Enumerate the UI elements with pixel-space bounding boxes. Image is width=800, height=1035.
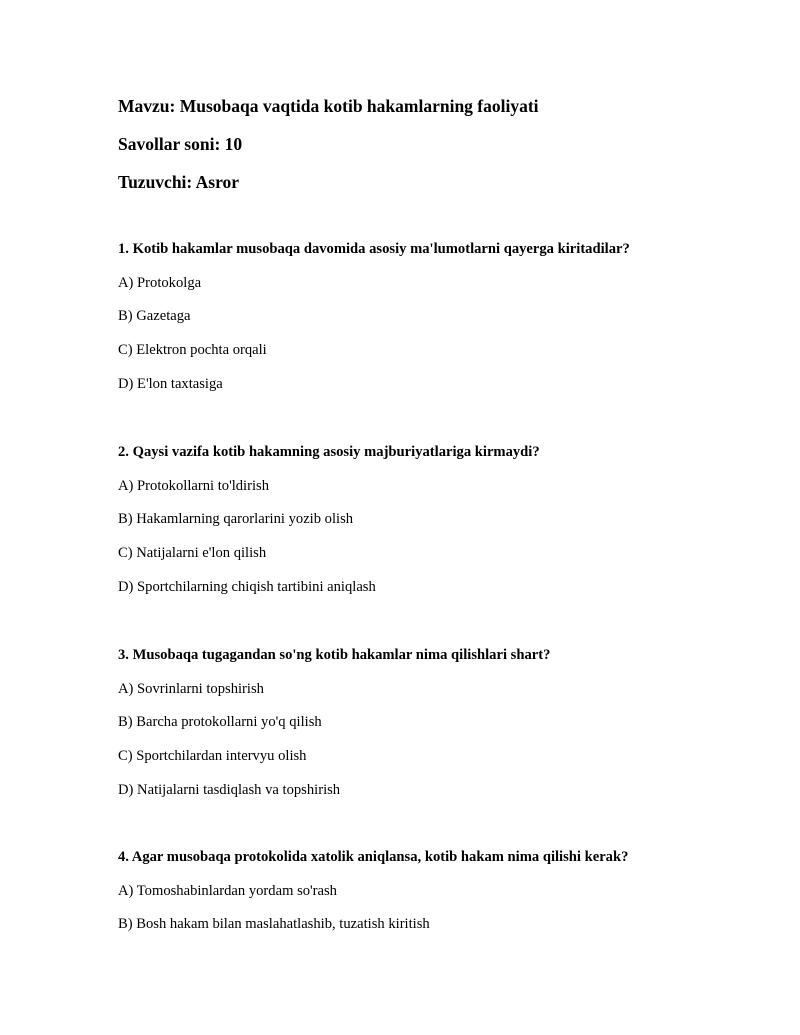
question-text: 1. Kotib hakamlar musobaqa davomida asosiy ma'lumotlarni qayerga kiritadilar?: [118, 241, 630, 257]
answer-option-b: B) Gazetaga: [118, 308, 191, 325]
answer-option-b: B) Barcha protokollarni yo'q qilish: [118, 714, 322, 731]
answer-option-b: B) Bosh hakam bilan maslahatlashib, tuzatish kiritish: [118, 916, 430, 933]
question-1: [118, 240, 758, 393]
answer-option-c: C) Sportchilardan intervyu olish: [118, 748, 307, 765]
answer-option-a: A) Sovrinlarni topshirish: [118, 680, 264, 697]
answer-option-d: D) E'lon taxtasiga: [118, 375, 223, 392]
question-4: [118, 848, 758, 933]
answer-option-a: A) Protokolga: [118, 274, 202, 291]
answer-option-d: D) Natijalarni tasdiqlash va topshirish: [118, 781, 341, 798]
answer-option-a: A) Protokollarni to'ldirish: [118, 477, 269, 494]
answer-option-b: B) Hakamlarning qarorlarini yozib olish: [118, 511, 354, 528]
answer-option-a: A) Tomoshabinlardan yordam so'rash: [118, 882, 337, 899]
question-text: 2. Qaysi vazifa kotib hakamning asosiy majburiyatlariga kirmaydi?: [118, 444, 540, 460]
answer-option-d: D) Sportchilarning chiqish tartibini aniqlash: [118, 578, 376, 595]
answer-option-c: C) Elektron pochta orqali: [118, 342, 267, 359]
question-2: [118, 443, 758, 596]
question-3: [118, 646, 758, 799]
question-text: 4. Agar musobaqa protokolida xatolik aniqlansa, kotib hakam nima qilishi kerak?: [118, 849, 629, 865]
topic-heading: Mavzu: Musobaqa vaqtida kotib hakamlarning faoliyati: [118, 96, 539, 116]
author-heading: Tuzuvchi: Asror: [118, 172, 240, 192]
answer-option-c: C) Natijalarni e'lon qilish: [118, 545, 267, 562]
question-count-heading: Savollar soni: 10: [118, 134, 243, 154]
question-text: 3. Musobaqa tugagandan so'ng kotib hakamlar nima qilishlari shart?: [118, 647, 551, 663]
